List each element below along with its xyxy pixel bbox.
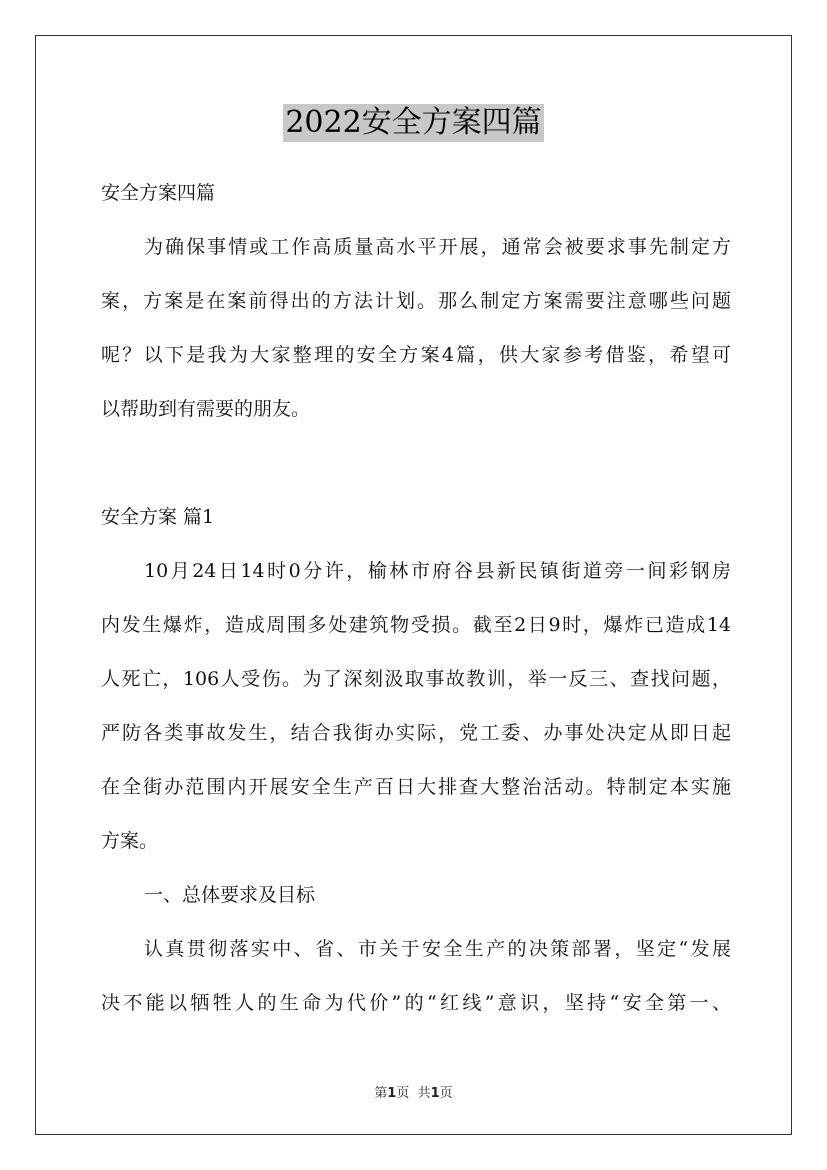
- paragraph-line: 10月24日14时0分许，榆林市府谷县新民镇街道旁一间彩钢房: [144, 560, 731, 582]
- page-label-prefix: 第: [374, 1086, 388, 1101]
- paragraph-line: 以帮助到有需要的朋友。: [101, 398, 311, 420]
- subheading: 一、总体要求及目标: [144, 884, 316, 906]
- paragraph-line: 认真贯彻落实中、省、市关于安全生产的决策部署，坚定“发展: [144, 938, 731, 960]
- page-footer: [0, 1082, 827, 1101]
- title-container: [0, 104, 827, 142]
- paragraph-line: 在全街办范围内开展安全生产百日大排查大整治活动。特制定本实施: [101, 776, 731, 798]
- paragraph-line: 方案。: [101, 830, 159, 852]
- paragraph-line: 严防各类事故发生，结合我街办实际，党工委、办事处决定从即日起: [101, 722, 731, 744]
- document-title: 2022安全方案四篇: [285, 105, 542, 140]
- paragraph-line: 案，方案是在案前得出的方法计划。那么制定方案需要注意哪些问题: [101, 290, 731, 312]
- total-label-suffix: 页: [439, 1086, 453, 1101]
- paragraph-line: 人死亡，106人受伤。为了深刻汲取事故教训，举一反三、查找问题，: [101, 668, 731, 690]
- section-heading: 安全方案 篇1: [101, 506, 215, 528]
- total-pages: 1: [430, 1086, 440, 1101]
- page-number: 1: [387, 1086, 397, 1101]
- page-label-suffix: 页: [396, 1086, 410, 1101]
- total-label-prefix: 共: [417, 1086, 431, 1101]
- document-body: [101, 166, 731, 1030]
- subtitle: 安全方案四篇: [101, 182, 216, 204]
- paragraph-line: 为确保事情或工作高质量高水平开展，通常会被要求事先制定方: [144, 236, 731, 258]
- paragraph-line: 内发生爆炸，造成周围多处建筑物受损。截至2日9时，爆炸已造成14: [101, 614, 731, 636]
- spacer: [101, 436, 731, 490]
- paragraph-line: 决不能以牺牲人的生命为代价”的“红线”意识，坚持“安全第一、: [101, 992, 731, 1014]
- paragraph-line: 呢？以下是我为大家整理的安全方案4篇，供大家参考借鉴，希望可: [101, 344, 731, 366]
